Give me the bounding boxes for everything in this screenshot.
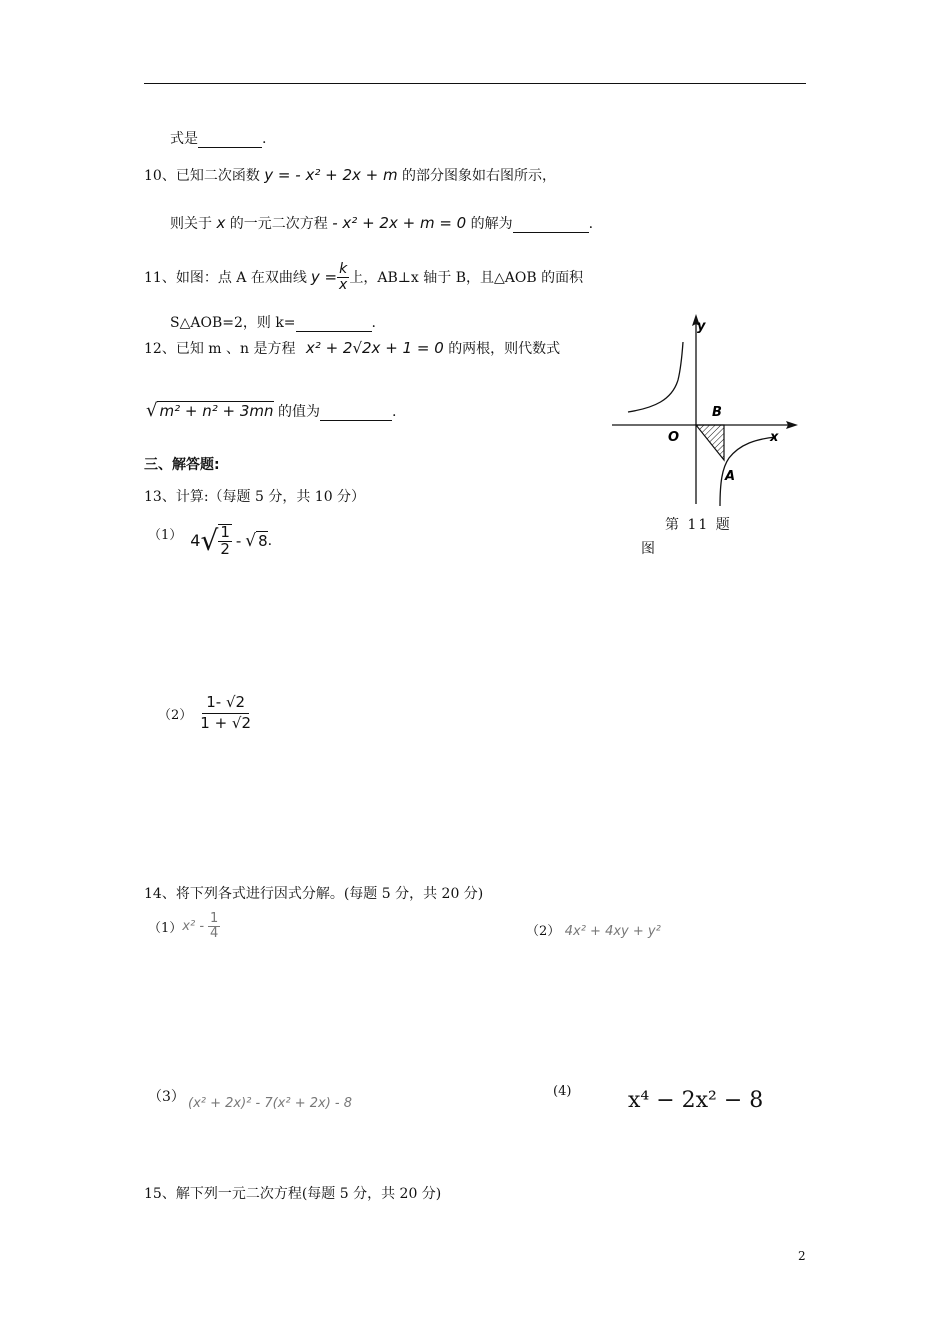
point-a-label: A bbox=[725, 469, 736, 484]
q9-tail: 式是 . bbox=[170, 131, 267, 147]
figure-caption: 第 11 题 bbox=[665, 517, 732, 533]
question-10-line2: 则关于 x 的一元二次方程 - x² + 2x + m = 0 的解为 . bbox=[170, 214, 594, 232]
question-11: 11、如图：点 A 在双曲线 y = $\frac{k}{x}$ 上，AB⊥x 轴于 B，且△AOB 的面积 bbox=[144, 261, 584, 293]
q10-function: y = - x² + 2x + m bbox=[264, 166, 398, 184]
origin-label: O bbox=[668, 430, 680, 445]
figure-caption-cont: 图 bbox=[641, 541, 655, 557]
section-heading: 三、解答题: bbox=[144, 457, 220, 473]
question-14-part4: x⁴ − 2x² − 8 bbox=[628, 1088, 764, 1113]
answer-blank bbox=[513, 216, 589, 233]
question-14-part3-label: （3） bbox=[148, 1089, 185, 1105]
question-14: 14、将下列各式进行因式分解。(每题 5 分，共 20 分) bbox=[144, 886, 484, 902]
hyperbola-left-branch bbox=[628, 342, 683, 412]
question-11-line2: S△AOB=2，则 k= . bbox=[170, 315, 376, 331]
q11-fraction: $\frac{k}{x}$ bbox=[339, 261, 348, 293]
question-14-part1: （1） x² - $\frac{1}{4}$ bbox=[148, 911, 219, 941]
question-14-part3: (x² + 2x)² - 7(x² + 2x) - 8 bbox=[188, 1096, 353, 1111]
answer-blank bbox=[198, 131, 262, 148]
q11-figure bbox=[600, 308, 810, 508]
question-14-part2: （2） 4x² + 4xy + y² bbox=[526, 924, 661, 939]
point-b-label: B bbox=[712, 405, 722, 420]
question-12-line2: √ m² + n² + 3mn 的值为 . bbox=[146, 400, 397, 421]
page-number: 2 bbox=[798, 1249, 806, 1263]
x-label: x bbox=[770, 430, 779, 445]
question-14-part4-label: (4) bbox=[553, 1084, 572, 1099]
question-13-part2: （2） $\frac{1- √2}{1 + √2}$ bbox=[158, 693, 252, 732]
answer-blank bbox=[296, 315, 372, 332]
question-13: 13、计算:（每题 5 分，共 10 分） bbox=[144, 489, 366, 505]
question-10: 10、已知二次函数 y = - x² + 2x + m 的部分图象如右图所示， bbox=[144, 166, 557, 184]
header-rule bbox=[144, 83, 806, 84]
q12-equation: x² + 2√2x + 1 = 0 bbox=[305, 339, 444, 357]
question-15: 15、解下列一元二次方程(每题 5 分，共 20 分) bbox=[144, 1186, 442, 1202]
question-12: 12、已知 m 、n 是方程 x² + 2√2x + 1 = 0 的两根，则代数式 bbox=[144, 339, 561, 357]
answer-blank bbox=[320, 404, 392, 421]
q10-equation: - x² + 2x + m = 0 bbox=[332, 214, 467, 232]
triangle-aob bbox=[696, 425, 724, 460]
y-label: y bbox=[697, 319, 706, 334]
question-13-part1: （1） 4 √ $\frac{1}{2}$ - √ 8 . bbox=[148, 523, 273, 558]
q12-expression: m² + n² + 3mn bbox=[159, 402, 274, 420]
